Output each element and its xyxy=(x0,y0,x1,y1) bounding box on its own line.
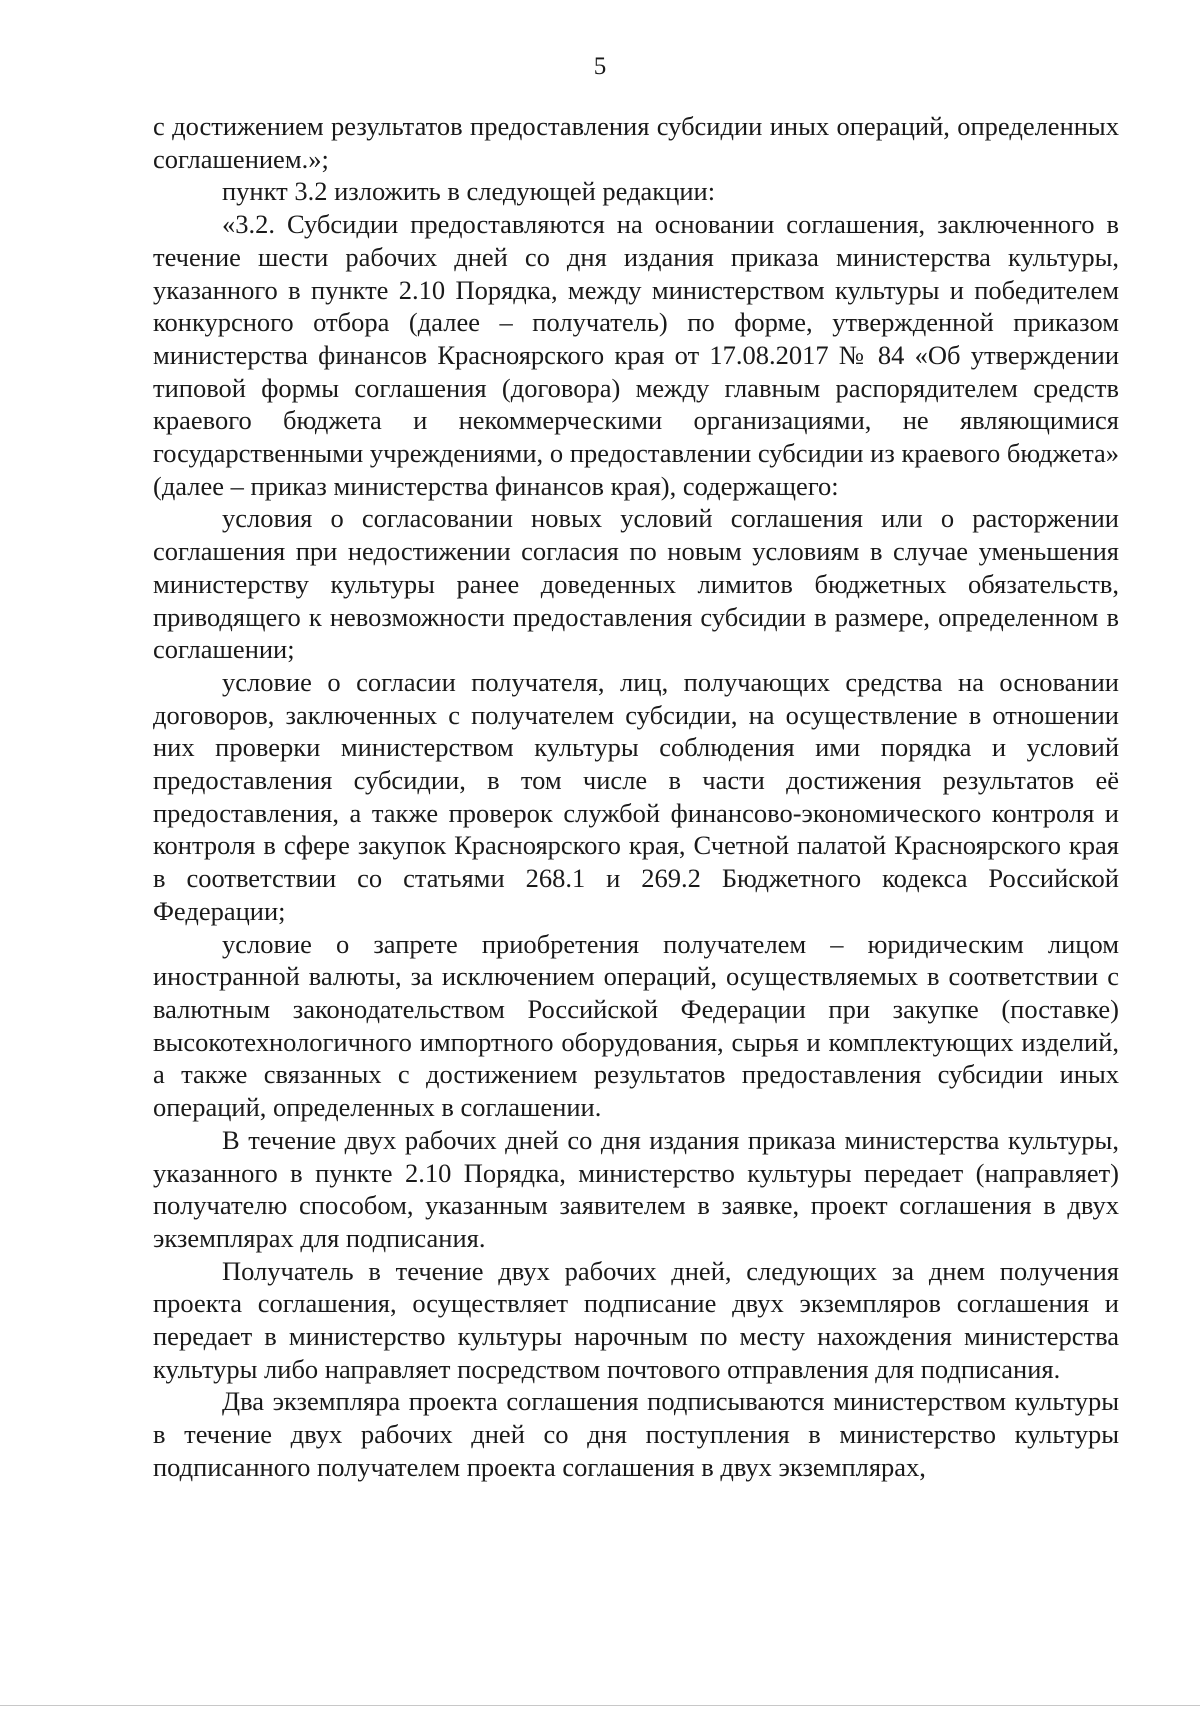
paragraph-recipient-signing: Получатель в течение двух рабочих дней, следующих за днем получения проекта соглашения, осуществляет подписание двух экземпляров соглашения и передает в министерство культуры нарочным по месту нахождения министерства культуры либо направляет посредством почтового отправления для подписания. xyxy=(153,1255,1119,1384)
paragraph-condition-renegotiation: условия о согласовании новых условий соглашения или о расторжении соглашения при недостижении согласия по новым условиям в случае уменьшения министерству культуры ранее доведенных лимитов бюджетных обязательств, приводящего к невозможности предоставления субсидии в размере, определенном в соглашении; xyxy=(153,503,1119,665)
paragraph-amendment-intro: пункт 3.2 изложить в следующей редакции: xyxy=(222,176,716,207)
page-number: 5 xyxy=(593,53,607,80)
paragraph-condition-currency-ban: условие о запрете приобретения получателем – юридическим лицом иностранной валюты, за исключением операций, осуществляемых в соответствии с валютным законодательством Российской Федерации при закупке (поставке) высокотехнологичного импортного оборудования, сырья и комплектующих изделий, а также связанных с достижением результатов предоставления субсидии иных операций, определенных в соглашении. xyxy=(153,928,1119,1123)
scan-edge-line xyxy=(0,1705,1200,1706)
document-body xyxy=(153,110,1119,1484)
paragraph-condition-inspection-consent: условие о согласии получателя, лиц, получающих средства на основании договоров, заключенных с получателем субсидии, на осуществление в отношении них проверки министерством культуры соблюдения ими порядка и условий предоставления субсидии, в том числе в части достижения результатов её предоставления, а также проверок службой финансово-экономического контроля и контроля в сфере закупок Красноярского края, Счетной палатой Красноярского края в соответствии со статьями 268.1 и 269.2 Бюджетного кодекса Российской Федерации; xyxy=(153,666,1119,926)
paragraph-continuation: с достижением результатов предоставления субсидии иных операций, определенных соглашением.»; xyxy=(153,111,1119,174)
paragraph-ministry-signing: Два экземпляра проекта соглашения подписываются министерством культуры в течение двух рабочих дней со дня поступления в министерство культуры подписанного получателем проекта соглашения в двух экземплярах, xyxy=(153,1386,1119,1482)
paragraph-draft-transfer: В течение двух рабочих дней со дня издания приказа министерства культуры, указанного в пункте 2.10 Порядка, министерство культуры передает (направляет) получателю способом, указанным заявителем в заявке, проект соглашения в двух экземплярах для подписания. xyxy=(153,1124,1119,1253)
paragraph-clause-3-2: «3.2. Субсидии предоставляются на основании соглашения, заключенного в течение шести рабочих дней со дня издания приказа министерства культуры, указанного в пункте 2.10 Порядка, между министерством культуры и победителем конкурсного отбора (далее – получатель) по форме, утвержденной приказом министерства финансов Красноярского края от 17.08.2017 № 84 «Об утверждении типовой формы соглашения (договора) между главным распорядителем средств краевого бюджета и некоммерческими организациями, не являющимися государственными учреждениями, о предоставлении субсидии из краевого бюджета» (далее – приказ министерства финансов края), содержащего: xyxy=(153,209,1119,501)
